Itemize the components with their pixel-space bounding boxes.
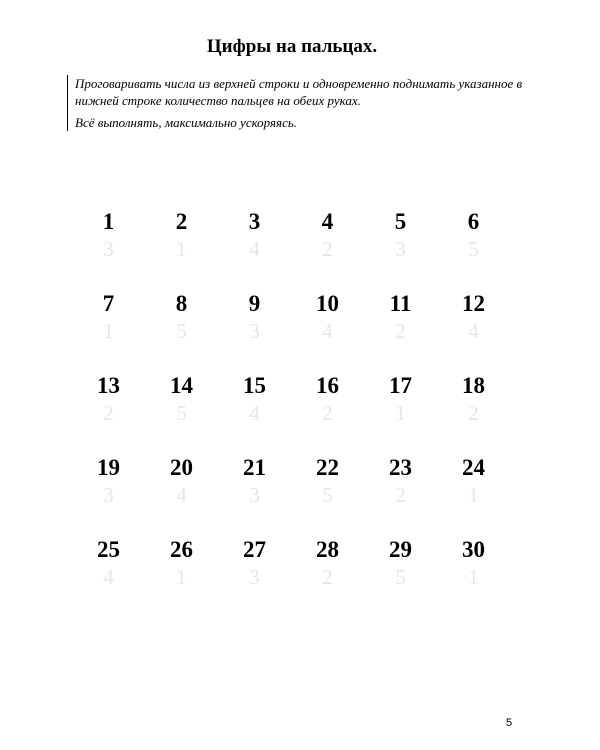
- number-cell: [437, 290, 510, 372]
- spoken-number: 24: [462, 455, 485, 480]
- spoken-number: 18: [462, 373, 485, 398]
- spoken-number: 3: [248, 209, 261, 234]
- number-cell: [145, 208, 218, 290]
- finger-count: 4: [249, 401, 260, 425]
- finger-count: 3: [249, 483, 260, 507]
- finger-count: 3: [249, 319, 260, 343]
- finger-count: 1: [103, 319, 114, 343]
- finger-count: 4: [103, 565, 114, 589]
- number-cell: [218, 208, 291, 290]
- finger-count: 3: [103, 483, 114, 507]
- number-cell: [72, 372, 145, 454]
- finger-count: 2: [322, 237, 333, 261]
- spoken-number: 23: [389, 455, 412, 480]
- number-cell: [72, 536, 145, 618]
- finger-count: 1: [468, 483, 479, 507]
- page-number: 5: [506, 717, 513, 729]
- number-cell: [145, 536, 218, 618]
- number-cell: [218, 536, 291, 618]
- spoken-number: 10: [316, 291, 339, 316]
- spoken-number: 14: [170, 373, 193, 398]
- spoken-number: 1: [102, 209, 115, 234]
- finger-count: 5: [322, 483, 333, 507]
- finger-count: 3: [249, 565, 260, 589]
- spoken-number: 15: [243, 373, 266, 398]
- spoken-number: 26: [170, 537, 193, 562]
- spoken-number: 17: [389, 373, 412, 398]
- number-cell: [218, 454, 291, 536]
- spoken-number: 21: [243, 455, 266, 480]
- spoken-number: 2: [175, 209, 188, 234]
- finger-count: 4: [176, 483, 187, 507]
- spoken-number: 4: [321, 209, 334, 234]
- spoken-number: 13: [97, 373, 120, 398]
- number-cell: [437, 536, 510, 618]
- spoken-number: 6: [467, 209, 480, 234]
- instruction-text: Проговаривать числа из верхней строки и одновременно поднимать указанное в нижней строке количество пальцев на обеих руках.: [75, 76, 523, 108]
- instruction-text-speed: Всё выполнять, максимально ускоряясь.: [75, 115, 298, 130]
- spoken-number: 29: [389, 537, 412, 562]
- spoken-number: 30: [462, 537, 485, 562]
- finger-count: 2: [468, 401, 479, 425]
- finger-count: 4: [322, 319, 333, 343]
- spoken-number: 19: [97, 455, 120, 480]
- number-cell: [218, 290, 291, 372]
- finger-count: 4: [468, 319, 479, 343]
- number-cell: [364, 372, 437, 454]
- spoken-number: 28: [316, 537, 339, 562]
- number-cell: [364, 208, 437, 290]
- finger-count: 3: [103, 237, 114, 261]
- spoken-number: 12: [462, 291, 485, 316]
- number-cell: [72, 208, 145, 290]
- spoken-number: 22: [316, 455, 339, 480]
- finger-count: 5: [468, 237, 479, 261]
- finger-count: 1: [468, 565, 479, 589]
- finger-count: 2: [322, 565, 333, 589]
- finger-count: 2: [103, 401, 114, 425]
- spoken-number: 11: [389, 291, 412, 316]
- number-cell: [291, 290, 364, 372]
- number-cell: [364, 290, 437, 372]
- finger-count: 3: [395, 237, 406, 261]
- spoken-number: 5: [394, 209, 407, 234]
- finger-count: 5: [395, 565, 406, 589]
- spoken-number: 27: [243, 537, 266, 562]
- number-cell: [437, 208, 510, 290]
- number-cell: [437, 372, 510, 454]
- spoken-number: 9: [248, 291, 261, 316]
- number-cell: [72, 290, 145, 372]
- page-title: Цифры на пальцах.: [206, 36, 378, 57]
- spoken-number: 16: [316, 373, 339, 398]
- number-cell: [364, 536, 437, 618]
- number-cell: [437, 454, 510, 536]
- finger-count: 1: [395, 401, 406, 425]
- number-cell: [291, 372, 364, 454]
- finger-count: 5: [176, 401, 187, 425]
- number-cell: [72, 454, 145, 536]
- spoken-number: 7: [102, 291, 115, 316]
- instructions-block: [67, 75, 535, 131]
- spoken-number: 8: [175, 291, 188, 316]
- number-cell: [218, 372, 291, 454]
- number-cell: [291, 536, 364, 618]
- number-cell: [291, 208, 364, 290]
- number-grid: [72, 208, 510, 618]
- finger-count: 1: [176, 237, 187, 261]
- finger-count: 1: [176, 565, 187, 589]
- number-cell: [145, 454, 218, 536]
- finger-count: 4: [249, 237, 260, 261]
- finger-count: 2: [322, 401, 333, 425]
- spoken-number: 20: [170, 455, 193, 480]
- number-cell: [145, 290, 218, 372]
- number-cell: [291, 454, 364, 536]
- finger-count: 2: [395, 483, 406, 507]
- spoken-number: 25: [97, 537, 120, 562]
- number-cell: [364, 454, 437, 536]
- number-cell: [145, 372, 218, 454]
- finger-count: 5: [176, 319, 187, 343]
- finger-count: 2: [395, 319, 406, 343]
